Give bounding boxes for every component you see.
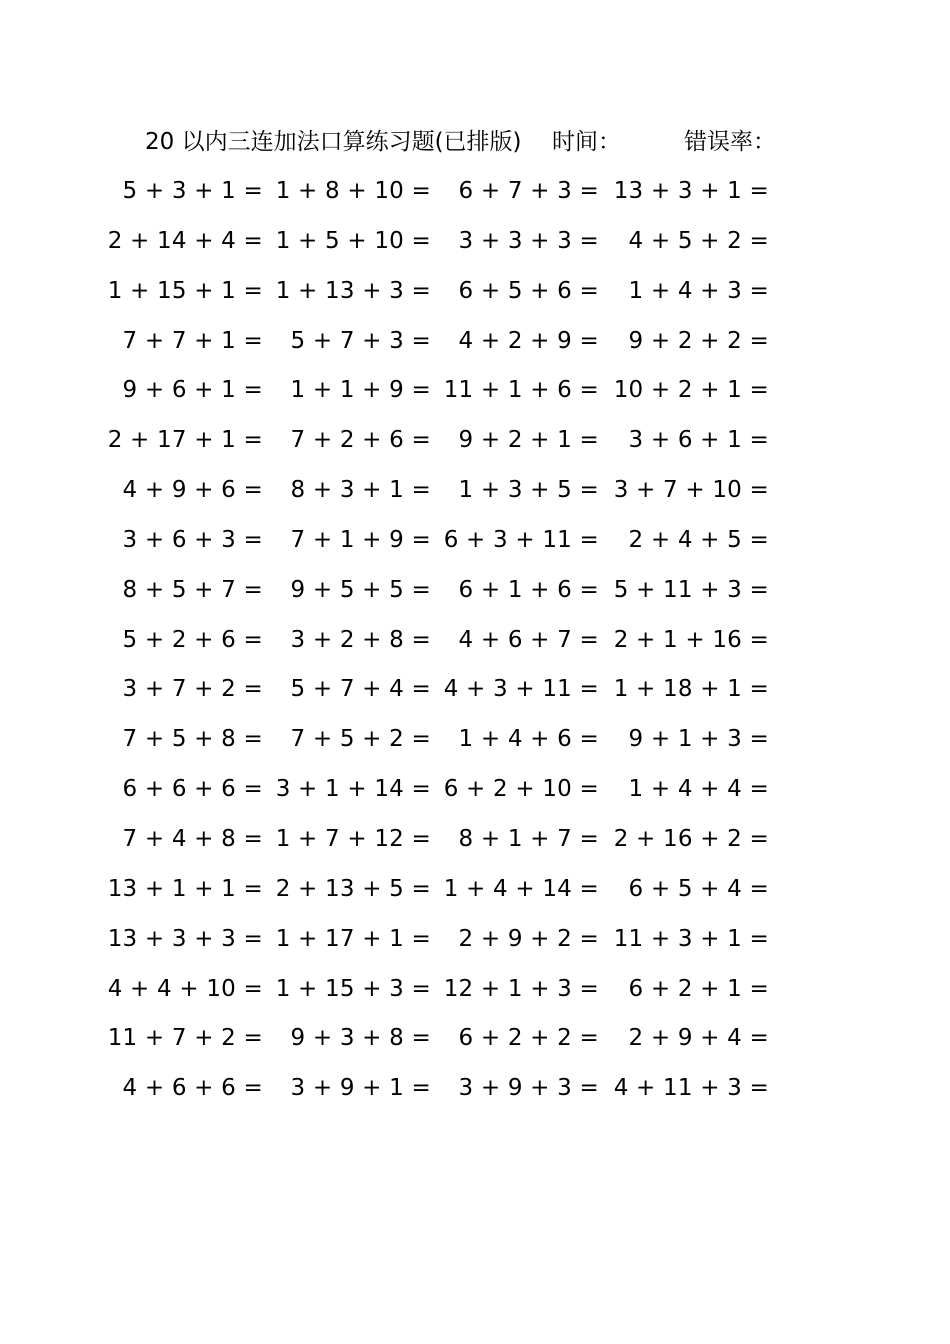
addition-problem: 6 + 1 + 6 = — [458, 576, 599, 603]
addition-problem: 4 + 4 + 10 = — [107, 975, 263, 1002]
addition-problem: 11 + 7 + 2 = — [107, 1025, 263, 1052]
problem-row — [0, 916, 950, 966]
addition-problem: 5 + 7 + 4 = — [290, 676, 431, 703]
problem-row — [0, 1065, 950, 1115]
addition-problem: 2 + 4 + 5 = — [628, 526, 769, 553]
addition-problem: 6 + 3 + 11 = — [443, 526, 599, 553]
addition-problem: 1 + 13 + 3 = — [275, 277, 431, 304]
problem-row — [0, 467, 950, 517]
addition-problem: 7 + 2 + 6 = — [290, 427, 431, 454]
addition-problem: 3 + 2 + 8 = — [290, 626, 431, 653]
addition-problem: 3 + 3 + 3 = — [458, 227, 599, 254]
problem-row — [0, 866, 950, 916]
addition-problem: 3 + 7 + 10 = — [613, 477, 769, 504]
addition-problem: 12 + 1 + 3 = — [443, 975, 599, 1002]
addition-problem: 9 + 1 + 3 = — [628, 726, 769, 753]
problem-row — [0, 367, 950, 417]
addition-problem: 1 + 4 + 4 = — [628, 776, 769, 803]
problem-row — [0, 318, 950, 368]
addition-problem: 9 + 5 + 5 = — [290, 576, 431, 603]
addition-problem: 13 + 1 + 1 = — [107, 875, 263, 902]
addition-problem: 5 + 2 + 6 = — [122, 626, 263, 653]
addition-problem: 6 + 5 + 6 = — [458, 277, 599, 304]
worksheet-title: 20 以内三连加法口算练习题(已排版) — [145, 129, 522, 155]
addition-problem: 6 + 6 + 6 = — [122, 776, 263, 803]
addition-problem: 1 + 15 + 1 = — [107, 277, 263, 304]
addition-problem: 2 + 17 + 1 = — [107, 427, 263, 454]
problem-row — [0, 218, 950, 268]
problem-row — [0, 766, 950, 816]
addition-problem: 6 + 5 + 4 = — [628, 875, 769, 902]
addition-problem: 13 + 3 + 1 = — [613, 178, 769, 204]
time-label: 时间： — [552, 129, 621, 155]
addition-problem: 6 + 2 + 2 = — [458, 1025, 599, 1052]
problem-row — [0, 1015, 950, 1065]
addition-problem: 4 + 6 + 6 = — [122, 1075, 263, 1102]
problem-row — [0, 966, 950, 1016]
addition-problem: 11 + 1 + 6 = — [443, 377, 599, 404]
problem-row — [0, 816, 950, 866]
addition-problem: 3 + 7 + 2 = — [122, 676, 263, 703]
addition-problem: 3 + 6 + 3 = — [122, 526, 263, 553]
addition-problem: 2 + 13 + 5 = — [275, 875, 431, 902]
addition-problem: 3 + 1 + 14 = — [275, 776, 431, 803]
addition-problem: 8 + 3 + 1 = — [290, 477, 431, 504]
addition-problem: 4 + 5 + 2 = — [628, 227, 769, 254]
problem-row — [0, 168, 950, 218]
problem-row — [0, 517, 950, 567]
addition-problem: 1 + 4 + 6 = — [458, 726, 599, 753]
addition-problem: 9 + 2 + 1 = — [458, 427, 599, 454]
addition-problem: 7 + 7 + 1 = — [122, 327, 263, 354]
addition-problem: 7 + 1 + 9 = — [290, 526, 431, 553]
addition-problem: 5 + 3 + 1 = — [122, 178, 263, 204]
addition-problem: 13 + 3 + 3 = — [107, 925, 263, 952]
addition-problem: 2 + 9 + 4 = — [628, 1025, 769, 1052]
problem-row — [0, 716, 950, 766]
addition-problem: 6 + 2 + 1 = — [628, 975, 769, 1002]
addition-problem: 7 + 4 + 8 = — [122, 825, 263, 852]
addition-problem: 9 + 6 + 1 = — [122, 377, 263, 404]
addition-problem: 5 + 7 + 3 = — [290, 327, 431, 354]
addition-problem: 3 + 9 + 3 = — [458, 1075, 599, 1102]
addition-problem: 2 + 9 + 2 = — [458, 925, 599, 952]
addition-problem: 7 + 5 + 8 = — [122, 726, 263, 753]
addition-problem: 10 + 2 + 1 = — [613, 377, 769, 404]
addition-problem: 1 + 8 + 10 = — [275, 178, 431, 204]
problem-row — [0, 617, 950, 667]
addition-problem: 4 + 11 + 3 = — [613, 1075, 769, 1102]
addition-problem: 4 + 3 + 11 = — [443, 676, 599, 703]
addition-problem: 3 + 9 + 1 = — [290, 1075, 431, 1102]
problem-row — [0, 268, 950, 318]
addition-problem: 1 + 5 + 10 = — [275, 227, 431, 254]
addition-problem: 1 + 18 + 1 = — [613, 676, 769, 703]
worksheet-header — [0, 124, 950, 160]
addition-problem: 7 + 5 + 2 = — [290, 726, 431, 753]
problem-row — [0, 567, 950, 617]
addition-problem: 8 + 1 + 7 = — [458, 825, 599, 852]
error-rate-label: 错误率： — [684, 129, 776, 155]
addition-problem: 9 + 3 + 8 = — [290, 1025, 431, 1052]
addition-problem: 11 + 3 + 1 = — [613, 925, 769, 952]
addition-problem: 9 + 2 + 2 = — [628, 327, 769, 354]
addition-problem: 2 + 1 + 16 = — [613, 626, 769, 653]
addition-problem: 1 + 7 + 12 = — [275, 825, 431, 852]
addition-problem: 1 + 15 + 3 = — [275, 975, 431, 1002]
addition-problem: 6 + 7 + 3 = — [458, 178, 599, 204]
addition-problem: 4 + 6 + 7 = — [458, 626, 599, 653]
addition-problem: 4 + 2 + 9 = — [458, 327, 599, 354]
addition-problem: 1 + 4 + 3 = — [628, 277, 769, 304]
problem-row — [0, 417, 950, 467]
addition-problem: 2 + 16 + 2 = — [613, 825, 769, 852]
problem-grid — [0, 168, 950, 1115]
addition-problem: 1 + 3 + 5 = — [458, 477, 599, 504]
addition-problem: 5 + 11 + 3 = — [613, 576, 769, 603]
addition-problem: 3 + 6 + 1 = — [628, 427, 769, 454]
problem-row — [0, 666, 950, 716]
addition-problem: 1 + 17 + 1 = — [275, 925, 431, 952]
addition-problem: 1 + 4 + 14 = — [443, 875, 599, 902]
addition-problem: 2 + 14 + 4 = — [107, 227, 263, 254]
addition-problem: 6 + 2 + 10 = — [443, 776, 599, 803]
addition-problem: 1 + 1 + 9 = — [290, 377, 431, 404]
addition-problem: 4 + 9 + 6 = — [122, 477, 263, 504]
addition-problem: 8 + 5 + 7 = — [122, 576, 263, 603]
